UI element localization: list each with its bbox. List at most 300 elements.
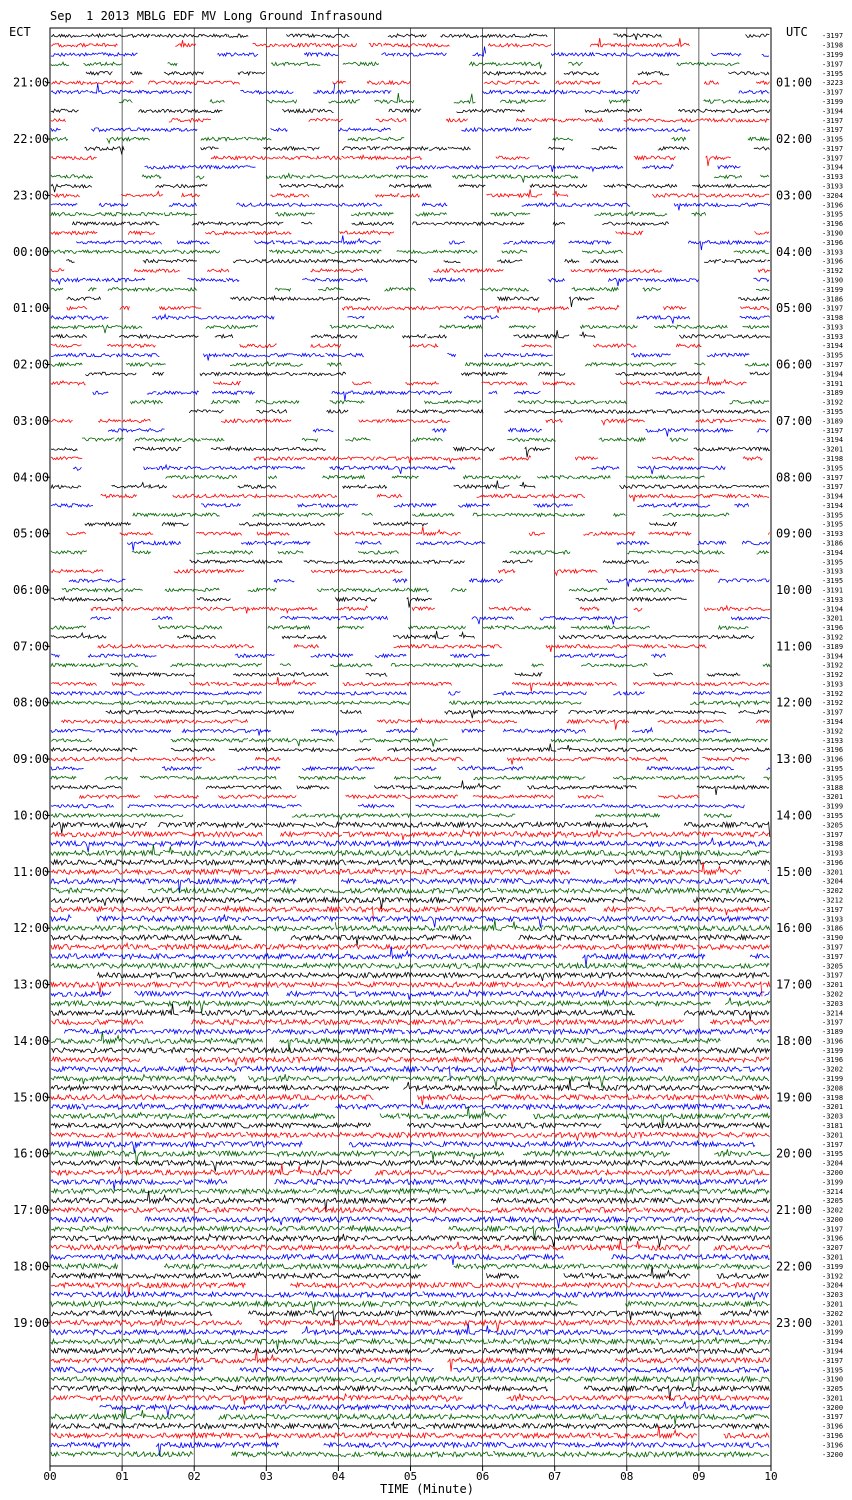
trace-offset-label: -3195 [822,210,844,219]
right-hour-label: 22:00 [776,1259,813,1274]
trace-140 [51,1348,769,1354]
trace-offset-label: -3223 [822,79,844,88]
trace-offset-label: -3198 [822,41,844,50]
trace-42 [108,429,769,437]
trace-21 [51,231,769,235]
trace-offset-label: -3194 [822,652,844,661]
trace-offset-label: -3186 [822,295,844,304]
trace-123 [51,1188,769,1194]
trace-92 [51,897,769,908]
trace-46 [73,465,725,474]
trace-offset-label: -3196 [822,624,844,633]
trace-offset-label: -3192 [822,661,844,670]
left-hour-label: 10:00 [13,808,50,823]
trace-offset-label: -3197 [822,116,844,125]
trace-offset-label: -3193 [822,332,844,341]
trace-105 [51,1018,769,1024]
trace-offset-label: -3199 [822,1262,844,1271]
x-tick-label-09: 09 [692,1470,706,1483]
right-hour-label: 04:00 [776,244,813,259]
trace-offset-label: -3200 [822,1450,844,1459]
x-axis-label: TIME (Minute) [380,1482,474,1496]
left-hour-label: 11:00 [13,864,50,879]
trace-offset-label: -3193 [822,182,844,191]
trace-74 [51,728,731,736]
trace-60 [51,597,687,608]
trace-51 [133,513,729,517]
right-hour-label: 02:00 [776,132,813,147]
left-hour-labels [13,76,50,1330]
trace-26 [51,278,769,286]
trace-offset-label: -3192 [822,689,844,698]
trace-offset-label: -3214 [822,1009,844,1018]
left-hour-label: 02:00 [13,357,50,372]
trace-offset-label: -3197 [822,1018,844,1027]
trace-offset-label: -3205 [822,962,844,971]
trace-offset-label: -3195 [822,558,844,567]
trace-68 [110,673,740,677]
trace-offset-label: -3194 [822,163,844,172]
right-hour-label: 05:00 [776,301,813,316]
right-hour-label: 19:00 [776,1090,813,1105]
trace-94 [51,915,769,928]
trace-offset-label: -3201 [822,1131,844,1140]
trace-38 [93,391,725,401]
left-hour-label: 13:00 [13,977,50,992]
trace-15 [51,174,769,183]
trace-offset-label: -3203 [822,999,844,1008]
trace-offset-label: -3197 [822,32,844,41]
trace-offset-label: -3201 [822,868,844,877]
trace-offset-label: -3214 [822,1187,844,1196]
left-hour-label: 08:00 [13,695,50,710]
trace-offset-label: -3198 [822,840,844,849]
trace-104 [51,1004,769,1021]
trace-offset-label: -3199 [822,802,844,811]
trace-33 [51,344,701,348]
trace-offset-label: -3200 [822,1403,844,1412]
trace-offset-label: -3212 [822,896,844,905]
trace-64 [51,631,754,639]
trace-75 [51,739,768,747]
trace-offset-label: -3190 [822,1375,844,1384]
trace-99 [51,963,769,968]
trace-offset-label: -3194 [822,342,844,351]
trace-40 [189,410,769,414]
trace-offset-label: -3186 [822,924,844,933]
trace-17 [51,189,769,197]
trace-offset-label: -3193 [822,248,844,257]
trace-66 [51,653,666,657]
trace-offset-label: -3197 [822,304,844,313]
trace-offset-label: -3194 [822,501,844,510]
trace-57 [51,569,719,575]
trace-63 [51,626,748,630]
trace-0 [51,34,769,40]
trace-111 [51,1074,769,1087]
trace-offset-label: -3201 [822,1103,844,1112]
trace-132 [51,1266,769,1279]
trace-offset-label: -3203 [822,1112,844,1121]
trace-offset-label: -3196 [822,1234,844,1243]
trace-offset-label: -3199 [822,1075,844,1084]
trace-36 [85,372,769,376]
trace-offset-label: -3194 [822,1338,844,1347]
trace-offset-label: -3197 [822,952,844,961]
trace-9 [51,119,769,123]
right-hour-label: 20:00 [776,1146,813,1161]
trace-offset-label: -3195 [822,764,844,773]
trace-offset-label: -3199 [822,97,844,106]
trace-39 [130,400,769,404]
trace-7 [119,93,769,103]
right-hour-label: 14:00 [776,808,813,823]
trace-offset-label: -3193 [822,736,844,745]
trace-37 [51,376,747,385]
trace-offset-label: -3198 [822,314,844,323]
trace-offset-label: -3199 [822,1046,844,1055]
trace-offset-label: -3195 [822,1366,844,1375]
right-hour-label: 03:00 [776,188,813,203]
left-hour-label: 23:00 [13,188,50,203]
trace-offset-label: -3194 [822,107,844,116]
left-hour-label: 01:00 [13,301,50,316]
left-hour-label: 04:00 [13,470,50,485]
x-tick-label-01: 01 [115,1470,129,1483]
trace-27 [51,288,769,292]
right-hour-label: 10:00 [776,582,813,597]
trace-83 [51,814,732,820]
trace-61 [91,606,770,614]
trace-45 [51,456,762,463]
trace-48 [51,481,769,489]
trace-offset-label: -3197 [822,483,844,492]
trace-offset-label: -3190 [822,276,844,285]
trace-offset-label: -3197 [822,154,844,163]
trace-offset-label: -3202 [822,1065,844,1074]
trace-offset-label: -3189 [822,642,844,651]
left-hour-label: 15:00 [13,1090,50,1105]
trace-offset-label: -3201 [822,1394,844,1403]
right-hour-label: 13:00 [776,752,813,767]
trace-85 [51,830,769,840]
trace-offset-label: -3198 [822,1093,844,1102]
trace-14 [145,165,741,172]
trace-offset-label: -3195 [822,135,844,144]
trace-offset-label: -3192 [822,699,844,708]
trace-10 [51,128,690,131]
trace-offset-label: -3192 [822,267,844,276]
trace-offset-label: -3200 [822,1215,844,1224]
trace-offset-label: -3196 [822,1432,844,1441]
x-tick-label-02: 02 [187,1470,201,1483]
trace-offset-label: -3195 [822,811,844,820]
trace-148 [51,1422,769,1428]
trace-offset-label: -3189 [822,389,844,398]
trace-offset-label: -3194 [822,436,844,445]
trace-offset-label: -3196 [822,257,844,266]
trace-offset-labels [822,32,843,1459]
right-hour-label: 07:00 [776,413,813,428]
trace-100 [98,973,770,981]
left-hour-label: 00:00 [13,244,50,259]
trace-offset-label: -3195 [822,1150,844,1159]
trace-145 [51,1394,769,1405]
trace-4 [86,72,769,76]
trace-offset-label: -3196 [822,1056,844,1065]
trace-offset-label: -3205 [822,821,844,830]
trace-3 [51,62,739,68]
x-tick-label-07: 07 [548,1470,562,1483]
trace-offset-label: -3199 [822,285,844,294]
trace-offset-label: -3194 [822,718,844,727]
trace-offset-label: -3193 [822,567,844,576]
trace-34 [51,353,749,360]
trace-offset-label: -3197 [822,708,844,717]
trace-147 [51,1408,769,1425]
trace-106 [64,1028,769,1034]
trace-offset-label: -3203 [822,1291,844,1300]
x-tick-label-05: 05 [403,1470,418,1483]
trace-73 [61,719,769,730]
trace-offset-label: -3195 [822,351,844,360]
trace-54 [127,541,770,551]
left-hour-label: 05:00 [13,526,50,541]
trace-offset-label: -3196 [822,1441,844,1450]
trace-offset-label: -3196 [822,238,844,247]
trace-offset-label: -3194 [822,548,844,557]
trace-offset-label: -3181 [822,1121,844,1130]
trace-146 [100,1401,770,1416]
left-hour-label: 12:00 [13,921,50,936]
trace-offset-label: -3193 [822,323,844,332]
trace-offset-label: -3193 [822,530,844,539]
trace-offset-label: -3196 [822,755,844,764]
trace-offset-label: -3201 [822,445,844,454]
trace-offset-label: -3196 [822,746,844,755]
trace-offset-label: -3207 [822,1244,844,1253]
x-ticks [43,1466,777,1483]
trace-122 [51,1178,767,1190]
trace-offset-label: -3188 [822,783,844,792]
right-hour-label: 08:00 [776,470,813,485]
trace-offset-label: -3189 [822,1028,844,1037]
trace-19 [51,212,706,216]
right-hour-label: 21:00 [776,1203,813,1218]
trace-113 [51,1095,769,1106]
x-tick-label-06: 06 [475,1470,490,1483]
trace-65 [98,645,707,652]
trace-offset-label: -3190 [822,934,844,943]
trace-offset-label: -3194 [822,605,844,614]
trace-offset-label: -3204 [822,191,844,200]
trace-offset-label: -3195 [822,774,844,783]
right-hour-label: 12:00 [776,695,813,710]
x-tick-label-00: 00 [43,1470,57,1483]
trace-151 [51,1452,769,1457]
trace-offset-label: -3192 [822,671,844,680]
trace-142 [51,1367,769,1372]
trace-20 [72,222,668,226]
trace-offset-label: -3197 [822,126,844,135]
right-hour-labels [776,76,812,1330]
trace-43 [82,438,688,442]
trace-77 [51,757,749,764]
trace-56 [190,560,698,564]
trace-offset-label: -3196 [822,201,844,210]
trace-offset-label: -3208 [822,1084,844,1093]
trace-offset-label: -3204 [822,1159,844,1168]
trace-offset-label: -3196 [822,858,844,867]
trace-35 [51,362,769,366]
trace-offset-label: -3201 [822,1319,844,1328]
trace-offset-label: -3201 [822,614,844,623]
trace-offset-label: -3195 [822,577,844,586]
trace-125 [51,1207,769,1212]
trace-offset-label: -3197 [822,361,844,370]
right-hour-label: 17:00 [776,977,813,992]
trace-offset-label: -3197 [822,830,844,839]
trace-offset-label: -3197 [822,1356,844,1365]
left-hour-label: 09:00 [13,752,50,767]
trace-offset-label: -3204 [822,1281,844,1290]
trace-offset-label: -3202 [822,990,844,999]
trace-6 [51,84,769,94]
trace-offset-label: -3197 [822,1140,844,1149]
trace-offset-label: -3202 [822,887,844,896]
trace-offset-label: -3197 [822,971,844,980]
trace-80 [51,780,769,795]
trace-offset-label: -3201 [822,981,844,990]
trace-offset-label: -3192 [822,633,844,642]
trace-59 [62,588,671,592]
trace-49 [101,494,770,501]
trace-offset-label: -3202 [822,1206,844,1215]
trace-31 [51,325,769,333]
trace-offset-label: -3202 [822,1309,844,1318]
trace-offset-label: -3194 [822,370,844,379]
trace-55 [51,551,769,555]
trace-23 [51,250,769,254]
trace-1 [51,38,689,47]
left-hour-label: 17:00 [13,1203,50,1218]
trace-offset-label: -3193 [822,173,844,182]
trace-offset-label: -3195 [822,69,844,78]
trace-22 [76,236,770,251]
right-hour-label: 16:00 [776,921,813,936]
trace-72 [106,710,770,718]
trace-offset-label: -3193 [822,595,844,604]
right-hour-label: 09:00 [776,526,813,541]
trace-offset-label: -3199 [822,1178,844,1187]
trace-50 [51,503,749,507]
trace-69 [51,677,769,692]
trace-52 [85,522,677,526]
right-hour-label: 18:00 [776,1033,813,1048]
trace-offset-label: -3193 [822,849,844,858]
right-hour-label: 23:00 [776,1315,813,1330]
trace-offset-label: -3194 [822,492,844,501]
left-hour-label: 03:00 [13,413,50,428]
right-hour-label: 06:00 [776,357,813,372]
trace-offset-label: -3201 [822,1253,844,1262]
trace-offset-label: -3204 [822,877,844,886]
trace-offset-label: -3196 [822,220,844,229]
trace-offset-label: -3197 [822,1225,844,1234]
trace-29 [67,305,769,312]
left-hour-label: 19:00 [13,1315,50,1330]
trace-2 [51,47,769,57]
trace-offset-label: -3195 [822,520,844,529]
trace-12 [85,147,770,155]
trace-109 [51,1057,769,1068]
trace-offset-label: -3205 [822,1385,844,1394]
trace-28 [67,296,770,307]
left-hour-label: 07:00 [13,639,50,654]
trace-offset-label: -3197 [822,426,844,435]
trace-offset-label: -3197 [822,1413,844,1422]
trace-offset-label: -3198 [822,454,844,463]
trace-offset-label: -3189 [822,417,844,426]
trace-24 [66,259,770,263]
trace-offset-label: -3195 [822,407,844,416]
left-hour-label: 21:00 [13,75,50,90]
trace-134 [51,1292,769,1300]
chart-title: Sep 1 2013 MBLG EDF MV Long Ground Infrasound [50,9,383,23]
trace-offset-label: -3197 [822,144,844,153]
trace-offset-label: -3197 [822,88,844,97]
trace-offset-label: -3201 [822,793,844,802]
trace-offset-label: -3194 [822,1347,844,1356]
trace-82 [51,804,744,808]
right-hour-label: 11:00 [776,639,813,654]
x-tick-label-03: 03 [259,1470,273,1483]
trace-offset-label: -3195 [822,464,844,473]
x-tick-label-08: 08 [620,1470,634,1483]
trace-offset-label: -3196 [822,1422,844,1431]
trace-offset-label: -3197 [822,943,844,952]
trace-offset-label: -3192 [822,727,844,736]
trace-offset-label: -3199 [822,1328,844,1337]
trace-offset-label: -3197 [822,905,844,914]
trace-62 [91,616,770,624]
trace-offset-label: -3191 [822,586,844,595]
right-hour-label: 01:00 [776,75,813,90]
trace-89 [51,862,769,875]
trace-116 [51,1123,769,1128]
left-axis-unit: ECT [9,25,31,39]
trace-offset-label: -3190 [822,229,844,238]
x-tick-label-10: 10 [764,1470,778,1483]
trace-58 [69,579,769,587]
trace-41 [51,419,766,425]
trace-offset-label: -3193 [822,680,844,689]
right-hour-label: 15:00 [776,864,813,879]
trace-offset-label: -3191 [822,379,844,388]
left-hour-label: 18:00 [13,1259,50,1274]
trace-offset-label: -3195 [822,511,844,520]
trace-53 [67,527,770,536]
trace-offset-label: -3192 [822,1272,844,1281]
left-hour-label: 14:00 [13,1033,50,1048]
left-hour-label: 22:00 [13,132,50,147]
trace-offset-label: -3199 [822,50,844,59]
left-hour-label: 06:00 [13,582,50,597]
trace-offset-label: -3197 [822,473,844,482]
left-hour-label: 16:00 [13,1146,50,1161]
trace-47 [166,476,705,480]
trace-offset-label: -3196 [822,1037,844,1046]
